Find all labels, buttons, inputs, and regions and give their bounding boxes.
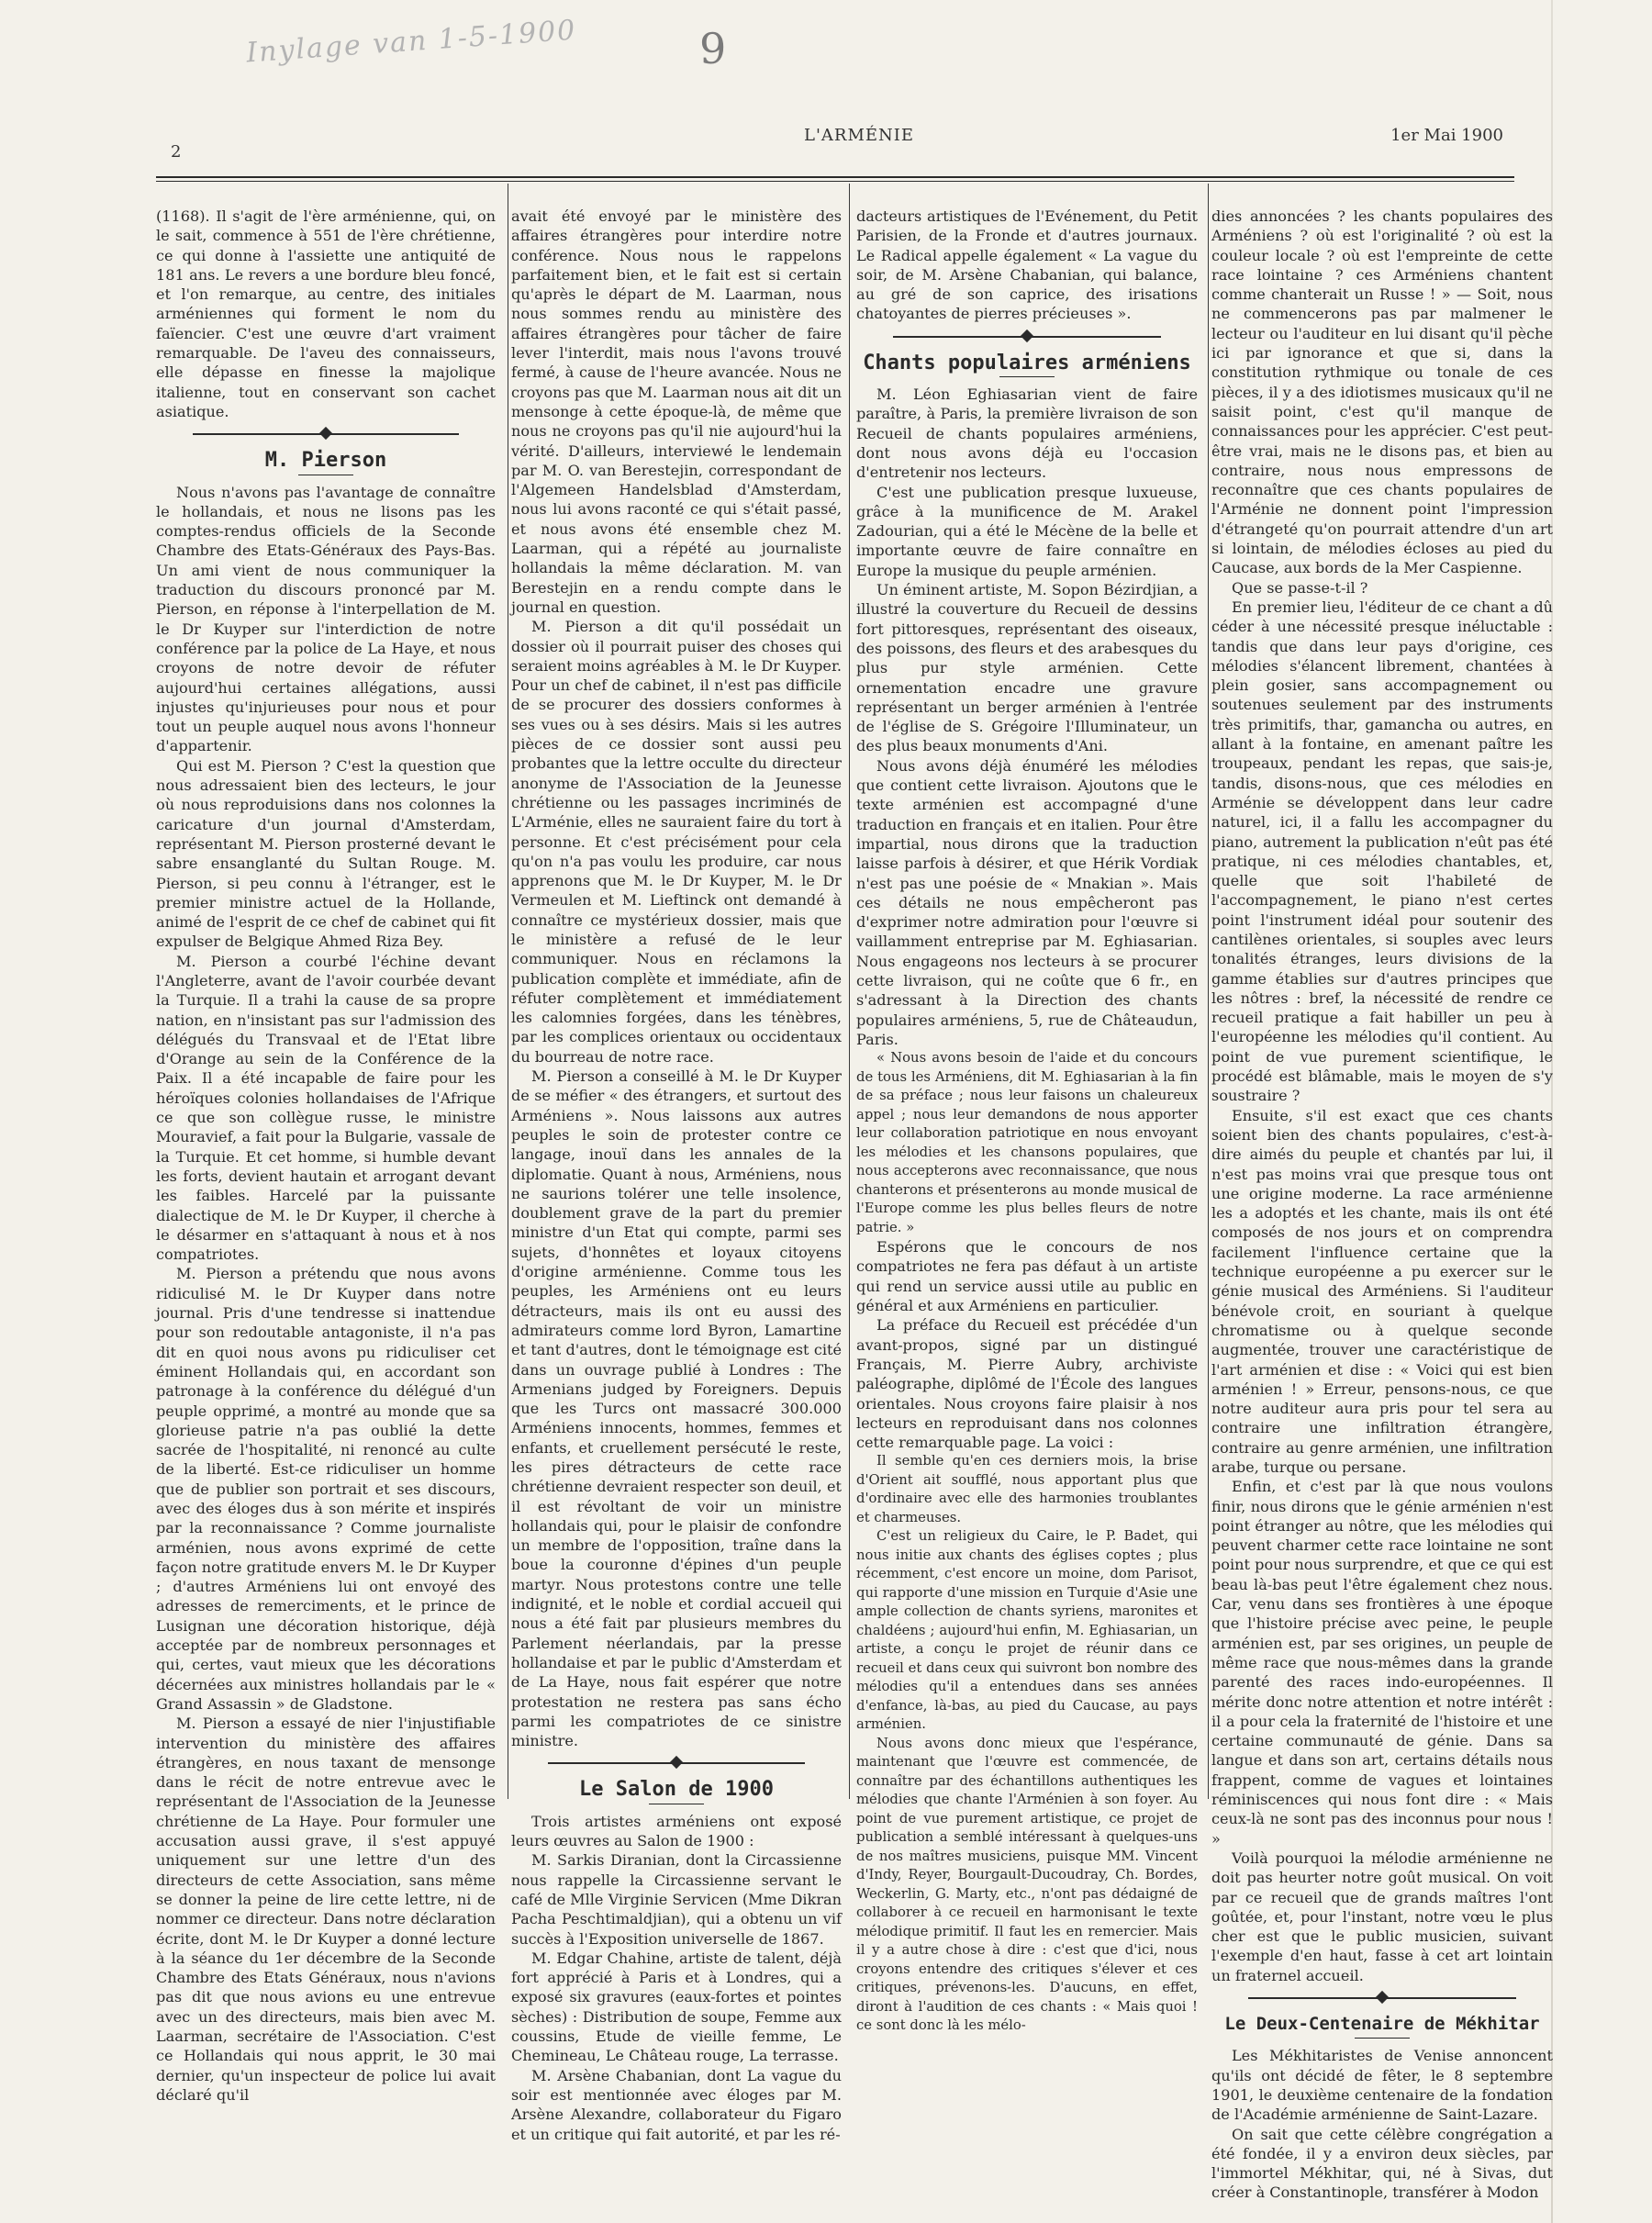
title-underline (999, 376, 1055, 377)
newspaper-title: L'ARMÉNIE (804, 126, 915, 145)
header-rule-thin (156, 181, 1514, 182)
paragraph: M. Arsène Chabanian, dont La vague du soir est mentionnée avec éloges par M. Arsène Alexandre, collaborateur du Figaro et un critique qui fait autorité, et par les ré- (511, 2066, 842, 2143)
paragraph: M. Léon Eghiasarian vient de faire paraître, à Paris, la première livraison de son Recueil de chants populaires arméniens, dont nous avons déjà eu l'occasion d'entretenir nos lecteurs. (856, 385, 1198, 482)
paragraph: Nous n'avons pas l'avantage de connaître le hollandais, et nous ne lisons pas les comptes-rendus officiels de la Seconde Chambre des Etats-Généraux des Pays-Bas. Un ami vient de nous communiquer la traduction du discours prononcé par M. Pierson, en réponse à l'interpellation de M. le Dr Kuyper sur l'interdiction de notre conférence par la police de La Haye, et nous croyons de notre devoir de réfuter aujourd'hui certaines allégations, aussi injustes qu'injurieuses pour nous et pour tout un peuple auquel nous avons l'honneur d'appartenir. (156, 483, 496, 755)
paragraph: M. Pierson a conseillé à M. le Dr Kuyper de se méfier « des étrangers, et surtout des Arméniens ». Nous laissons aux autres peuples le soin de protester contre ce langage, inouï dans les annales de la diplomatie. Quant à nous, Arméniens, nous ne saurions tolérer une telle insolence, doublement grave de la part du premier ministre d'un Etat qui compte, parmi ses sujets, d'honnêtes et loyaux citoyens d'origine arménienne. Comme tous les peuples, les Arméniens ont eu leurs détracteurs, mais ils ont eu aussi des admirateurs comme lord Byron, Lamartine et tant d'autres, dont le témoignage est cité dans un ouvrage publié à Londres : The Armenians judged by Foreigners. Depuis que les Turcs ont massacré 300.000 Arméniens innocents, hommes, femmes et enfants, et cruellement persécuté le reste, les pires détracteurs de cette race chrétienne devraient respecter son deuil, et il est révoltant de voir un ministre hollandais qui, pour le plaisir de confondre un membre de l'opposition, traîne dans la boue la couronne d'épines d'un peuple martyr. Nous protestons contre une telle indignité, et le noble et cordial accueil qui nous a été fait par plusieurs membres du Parlement néerlandais, par la presse hollandaise et par le public d'Amsterdam et de La Haye, nous fait espérer que notre protestation ne restera pas sans écho parmi les compatriotes de ce sinistre ministre. (511, 1067, 842, 1750)
paragraph: M. Sarkis Diranian, dont la Circassienne nous rappelle la Circassienne servant le café de Mlle Virginie Servicen (Mme Dikran Pacha Peschtimaldjian), qui a obtenu un vif succès à l'Exposition universelle de 1867. (511, 1851, 842, 1948)
paragraph: Nous avons déjà énuméré les mélodies que contient cette livraison. Ajoutons que le texte arménien est accompagné d'une traduction en français et en italien. Pour être impartial, nous dirons que la traduction laisse parfois à désirer, et que Hérik Vordiak n'est pas une poésie de « Mnakian ». Mais ces détails ne nous empêcheront pas d'exprimer notre admiration pour l'œuvre si vaillamment entreprise par M. Eghiasarian. Nous engageons nos lecteurs à se procurer cette livraison, qui ne coûte que 6 fr., en s'adressant à la Direction des chants populaires arméniens, 5, rue de Châteaudun, Paris. (856, 756, 1198, 1048)
column-divider (849, 184, 850, 1799)
section-title-salon: Le Salon de 1900 (579, 1778, 774, 1802)
paragraph: M. Pierson a prétendu que nous avons ridiculisé M. le Dr Kuyper dans notre journal. Pris d'une tendresse si inattendue pour son redoutable antagoniste, il n'a pas dit en quoi nous avons pu ridiculiser cet éminent Hollandais qui, en accordant son patronage à la conférence du délégué d'un peuple opprimé, a montré au monde que sa glorieuse patrie n'a pas oublié la dette sacrée de l'hospitalité, ni renoncé au culte de la liberté. Est-ce ridiculiser un homme que de publier son portrait et ses discours, avec des éloges dus à son mérite et inspirés par la reconnaissance ? Comme journaliste arménien, nous avons exprimé de cette façon notre gratitude envers M. le Dr Kuyper ; d'autres Arméniens lui ont envoyé des adresses de remerciments, et le prince de Lusignan une décoration historique, déjà acceptée par de nombreux personnages et qui, certes, vaut mieux que les décorations décernées aux ministres hollandais par le « Grand Assassin » de Gladstone. (156, 1265, 496, 1713)
paragraph: Espérons que le concours de nos compatriotes ne fera pas défaut à un artiste qui rend un service aussi utile au public en général et aux Arméniens en particulier. (856, 1238, 1198, 1315)
quote-paragraph: Il semble qu'en ces derniers mois, la brise d'Orient ait soufflé, nous apportant plus que d'ordinaire avec elle des harmonies troublantes et charmeuses. (856, 1453, 1198, 1525)
column-divider (1208, 184, 1209, 1799)
paragraph: M. Pierson a courbé l'échine devant l'Angleterre, avant de l'avoir courbée devant la Turquie. Il a trahi la cause de sa propre nation, en n'insistant pas sur l'admission des délégués du Transvaal et de l'Etat libre d'Orange au sein de la Conférence de la Paix. Il a été incapable de faire pour les héroïques colonies hollandaises de l'Afrique ce que son collègue russe, le ministre Mouravief, a fait pour la Bulgarie, vassale de la Turquie. Et cet homme, si humble devant les forts, devient hautain et arrogant devant les faibles. Harcelé par la puissante dialectique de M. le Dr Kuyper, il cherche à le désarmer en s'attaquant à nous et à nos compatriotes. (156, 952, 496, 1264)
paragraph: On sait que cette célèbre congrégation a été fondée, il y a environ deux siècles, par l'immortel Mékhitar, qui, né à Sivas, dut créer à Constantinople, transférer à Modon (1211, 2125, 1553, 2202)
column-4 (1211, 207, 1553, 2202)
column-1 (156, 207, 496, 2104)
column-2 (511, 207, 842, 2143)
paragraph: dies annoncées ? les chants populaires des Arméniens ? où est l'originalité ? où est la couleur locale ? où est l'empreinte de cette race lointaine ? ces Arméniens chantent comme chanterait un Russe ! » — Soit, nous ne commencerons pas par malmener le lecteur ou l'auditeur en lui disant qu'il pèche ici par ignorance et que si, dans la constitution rythmique ou tonale de ces pièces, il y a des idiotismes musicaux qu'il ne saisit point, c'est qu'il manque de connaissances pour les apprécier. C'est peut-être vrai, mais ne le disons pas, et bien au contraire, nous nous empressons de reconnaître que ces chants populaires de l'Arménie ne donnent point l'impression d'étrangeté qu'on pourrait attendre d'un art si lointain, de mélodies écloses au pied du Caucase, aux bords de la Mer Caspienne. (1211, 207, 1553, 577)
paragraph: Enfin, et c'est par là que nous voulons finir, nous dirons que le génie arménien n'est point étranger au nôtre, que les mélodies qui peuvent charmer cette race lointaine ne sont point pour nous surprendre, et que ce qui est beau là-bas peut l'être également chez nous. Car, venu dans ses frontières à une époque que l'histoire précise avec peine, le peuple arménien est, par ses origines, un peuple de même race que nous-mêmes dans la grande parenté des races indo-européennes. Il mérite donc notre attention et notre intérêt : il a pour cela la fraternité de l'histoire et une certaine communauté de génie. Dans sa langue et dans son art, certains détails nous frappent, comme de vagues et lointaines réminiscences qui nous font dire : « Mais ceux-là ne sont pas des inconnus pour nous ! » (1211, 1478, 1553, 1848)
paragraph: Un éminent artiste, M. Sopon Bézirdjian, a illustré la couverture du Recueil de dessins fort pittoresques, représentant des oiseaux, des poissons, des fleurs et des arabesques du plus pur style arménien. Cette ornementation encadre une gravure représentant un berger arménien à l'entrée de l'église de S. Grégoire l'Illuminateur, un des plus beaux monuments d'Ani. (856, 581, 1198, 755)
section-separator (193, 427, 459, 441)
page-number: 2 (171, 142, 182, 162)
paragraph: La préface du Recueil est précédée d'un avant-propos, signé par un distingué Français, M. Pierre Aubry, archiviste paléographe, diplômé de l'École des langues orientales. Nous croyons faire plaisir à nos lecteurs en reproduisant dans nos colonnes cette remarquable page. La voici : (856, 1316, 1198, 1452)
column-3 (856, 207, 1198, 2051)
paragraph: C'est une publication presque luxueuse, grâce à la munificence de M. Arakel Zadourian, qui a été le Mécène de la belle et importante œuvre de faire connaître en Europe la musique du peuple arménien. (856, 483, 1198, 579)
paragraph: M. Pierson a essayé de nier l'injustifiable intervention du ministère des affaires étrangères, en nous taxant de mensonge dans le récit de notre entrevue avec le représentant de l'Association de la Jeunesse chrétienne de La Haye. Pour formuler une accusation aussi grave, il s'est appuyé uniquement sur une lettre d'un des directeurs de cette Association, sans même se donner la peine de lire cette lettre, ni de nommer ce directeur. Dans notre déclaration écrite, dont M. le Dr Kuyper a donné lecture à la séance du 1er décembre de la Seconde Chambre des Etats Généraux, nous n'avions pas dit que nous avions eu une entrevue avec un des directeurs, mais bien avec M. Laarman, secrétaire de l'Association. C'est ce Hollandais qui nous apprit, le 30 mai dernier, qu'un inspecteur de police lui avait déclaré qu'il (156, 1715, 496, 2104)
paragraph: dacteurs artistiques de l'Evénement, du Petit Parisien, de la Fronde et d'autres journaux. Le Radical appelle également « La vague du soir, de M. Arsène Chabanian, qui balance, au gré de son caprice, des irisations chatoyantes de pierres précieuses ». (856, 207, 1198, 323)
paragraph: Voilà pourquoi la mélodie arménienne ne doit pas heurter notre goût musical. On voit par ce recueil que de grands maîtres l'ont goûtée, et, pour l'instant, notre vœu le plus cher est que le public musicien, suivant l'exemple d'en haut, fasse à cet art lointain un fraternel accueil. (1211, 1849, 1553, 1984)
header-rule (156, 176, 1514, 178)
paragraph: Que se passe-t-il ? (1232, 578, 1368, 597)
paragraph: M. Pierson a dit qu'il possédait un dossier où il pourrait puiser des choses qui seraient moins agréables à M. le Dr Kuyper. Pour un chef de cabinet, il n'est pas difficile de se procurer des dossiers conformes à ses vues ou à ses désirs. Mais si les autres pièces de ce dossier sont aussi peu probantes que la lettre occulte du directeur anonyme de l'Association de la Jeunesse chrétienne ou les passages incriminés de L'Arménie, elles ne sauraient faire du tort à personne. Et c'est précisément pour cela qu'on n'a pas voulu les produire, car nous apprenons que M. le Dr Kuyper, M. le Dr Vermeulen et M. Lieftinck ont demandé à connaître ce mystérieux dossier, mais que le ministère a refusé de le leur communiquer. Nous en réclamons la publication complète et immédiate, afin de réfuter complètement et immédiatement les calomnies forgées, dans les ténèbres, par les complices orientaux ou occidentaux du bourreau de notre race. (511, 618, 842, 1066)
quote-paragraph: C'est un religieux du Caire, le P. Badet, qui nous initie aux chants des églises coptes ; plus récemment, c'est encore un moine, dom Parisot, qui rapporte d'une mission en Turquie d'Asie une ample collection de chants syriens, maronites et chaldéens ; aujourd'hui enfin, M. Eghiasarian, un artiste, a conçu le projet de réunir dans ce recueil et dans ceux qui suivront bon nombre des mélodies qu'il a entendues dans ses années d'enfance, là-bas, au pied du Caucase, au pays arménien. (856, 1528, 1198, 1733)
quote-paragraph: Nous avons donc mieux que l'espérance, maintenant que l'œuvre est commencée, de connaître par des échantillons authentiques les mélodies que chante l'Arménien à son foyer. Au point de vue purement artistique, ce projet de publication a semblé intéressant à quelques-uns de nos maîtres musiciens, puisque MM. Vincent d'Indy, Reyer, Bourgault-Ducoudray, Ch. Bordes, Weckerlin, G. Marty, etc., n'ont pas dédaigné de collaborer à ce recueil en harmonisant le texte mélodique primitif. Il faut les en remercier. Mais il y a autre chose à dire : c'est que d'ici, nous croyons entendre des critiques s'élever et ces critiques, prévenons-les. D'aucuns, en effet, diront à l'audition de ces chants : « Mais quoi ! ce sont donc là les mélo- (856, 1735, 1198, 2034)
section-separator (1248, 1991, 1516, 2005)
paragraph: En premier lieu, l'éditeur de ce chant a dû céder à une nécessité presque inéluctable : tandis que dans leur pays d'origine, ces mélodies s'élancent librement, chantées à plein gosier, sans accompagnement ou soutenues seulement par des instruments très primitifs, thar, gamancha ou autres, en allant à la fontaine, en amenant paître les troupeaux, pendant les repas, que sais-je, tandis, disons-nous, que ces mélodies en Arménie se développent dans leur cadre naturel, ici, il a fallu les accompagner du piano, autrement la publication n'eût pas été pratique, ni ces mélodies chantables, et, quelle que soit l'habileté de l'accompagnement, le piano n'est certes point l'instrument idéal pour soutenir des cantilènes orientales, si souples avec leurs tonalités étranges, leurs divisions de la gamme établies sur d'autres principes que les nôtres : bref, la nécessité de rendre ce recueil pratique a fait habiller un peu à l'européenne les mélodies qu'il contient. Au point de vue purement scientifique, le procédé est blâmable, mais le moyen de s'y soustraire ? (1211, 598, 1553, 1105)
section-title-mekhitar: Le Deux-Centenaire de Mékhitar (1224, 2014, 1540, 2035)
handwritten-annotation: Inylage van 1-5-1900 (245, 14, 578, 70)
section-separator (548, 1756, 805, 1771)
section-title-pierson: M. Pierson (264, 449, 387, 473)
page-header (171, 124, 1503, 162)
quote-paragraph: « Nous avons besoin de l'aide et du concours de tous les Arméniens, dit M. Eghiasarian à la fin de sa préface ; nous leur faisons un chaleureux appel ; nous leur demandons de nous apporter leur collaboration patriotique en nous envoyant les mélodies et les chansons populaires, que nous accepterons avec reconnaissance, que nous chanterons et présenterons au monde musical de l'Europe comme les plus belles fleurs de notre patrie. » (856, 1050, 1198, 1235)
paragraph: Les Mékhitaristes de Venise annoncent qu'ils ont décidé de fêter, le 8 septembre 1901, le deuxième centenaire de la fondation de l'Académie arménienne de Saint-Lazare. (1211, 2047, 1553, 2124)
paragraph: M. Edgar Chahine, artiste de talent, déjà fort apprécié à Paris et à Londres, qui a exposé six gravures (eaux-fortes et pointes sèches) : Distribution de soupe, Femme aux coussins, Etude de vieille femme, Le Chemineau, Le Château rouge, La terrasse. (511, 1949, 842, 2065)
paragraph: Qui est M. Pierson ? C'est la question que nous adressaient bien des lecteurs, le jour où nous reproduisions dans nos colonnes la caricature d'un journal d'Amsterdam, représentant M. Pierson prosterné devant le sabre ensanglanté du Sultan Rouge. M. Pierson, si peu connu à l'étranger, est le premier ministre actuel de la Hollande, animé de l'esprit de ce chef de cabinet qui fit expulser de Belgique Ahmed Riza Bey. (156, 756, 496, 951)
folio-number: 9 (699, 24, 727, 73)
issue-date: 1er Mai 1900 (1390, 126, 1503, 145)
paragraph: avait été envoyé par le ministère des affaires étrangères pour interdire notre conférence. Nous nous le rappelons parfaitement bien, et le fait est si certain qu'après le départ de M. Laarman, nous nous sommes rendu au ministère des affaires étrangères pour tâcher de faire lever l'interdit, mais nous l'avons trouvé fermé, à cause de l'heure avancée. Nous ne croyons pas que M. Laarman nous ait dit un mensonge à cette époque-là, de même que nous ne croyons pas qu'il nie aujourd'hui la vérité. D'ailleurs, interviewé le lendemain par M. O. van Berestejin, correspondant de l'Algemeen Handelsblad d'Amsterdam, nous lui avons raconté ce qui s'était passé, et nous avons été ensemble chez M. Laarman, qui a répété au journaliste hollandais la même déclaration. M. van Berestejin en a rendu compte dans le journal en question. (511, 207, 842, 616)
title-underline (1355, 2038, 1410, 2039)
section-title-chants: Chants populaires arméniens (863, 351, 1191, 374)
section-separator (893, 330, 1161, 344)
paragraph: (1168). Il s'agit de l'ère arménienne, qui, on le sait, commence à 551 de l'ère chrétienne, ce qui donne à l'assiette une antiquité de 181 ans. Le revers a une bordure bleu foncé, et l'on remarque, au centre, des initiales arméniennes qui forment le nom du faïencier. C'est une œuvre d'art vraiment remarquable. De l'aveu des connaisseurs, elle dépasse en finesse la majolique italienne, tout en conservant son cachet asiatique. (156, 207, 496, 420)
paragraph: Trois artistes arméniens ont exposé leurs œuvres au Salon de 1900 : (511, 1812, 842, 1850)
paragraph: Ensuite, s'il est exact que ces chants soient bien des chants populaires, c'est-à-dire aimés du peuple et chantés par lui, il n'est pas moins vrai que presque tous ont une origine moderne. La race arménienne les a adoptés et les chante, mais ils ont été composés de nos jours et on comprendra facilement l'influence certaine que la technique européenne a pu exercer sur le génie musical des Arméniens. Si l'auditeur bénévole croit, en souriant à quelque chromatisme ou à quelque seconde augmentée, trouver une caractéristique de l'art arménien et dise : « Voici qui est bien arménien ! » Erreur, pensons-nous, ce que notre auditeur aura pris pour tel sera au contraire une infiltration étrangère, contraire au genre arménien, une infiltration arabe, turque ou persane. (1211, 1106, 1553, 1476)
